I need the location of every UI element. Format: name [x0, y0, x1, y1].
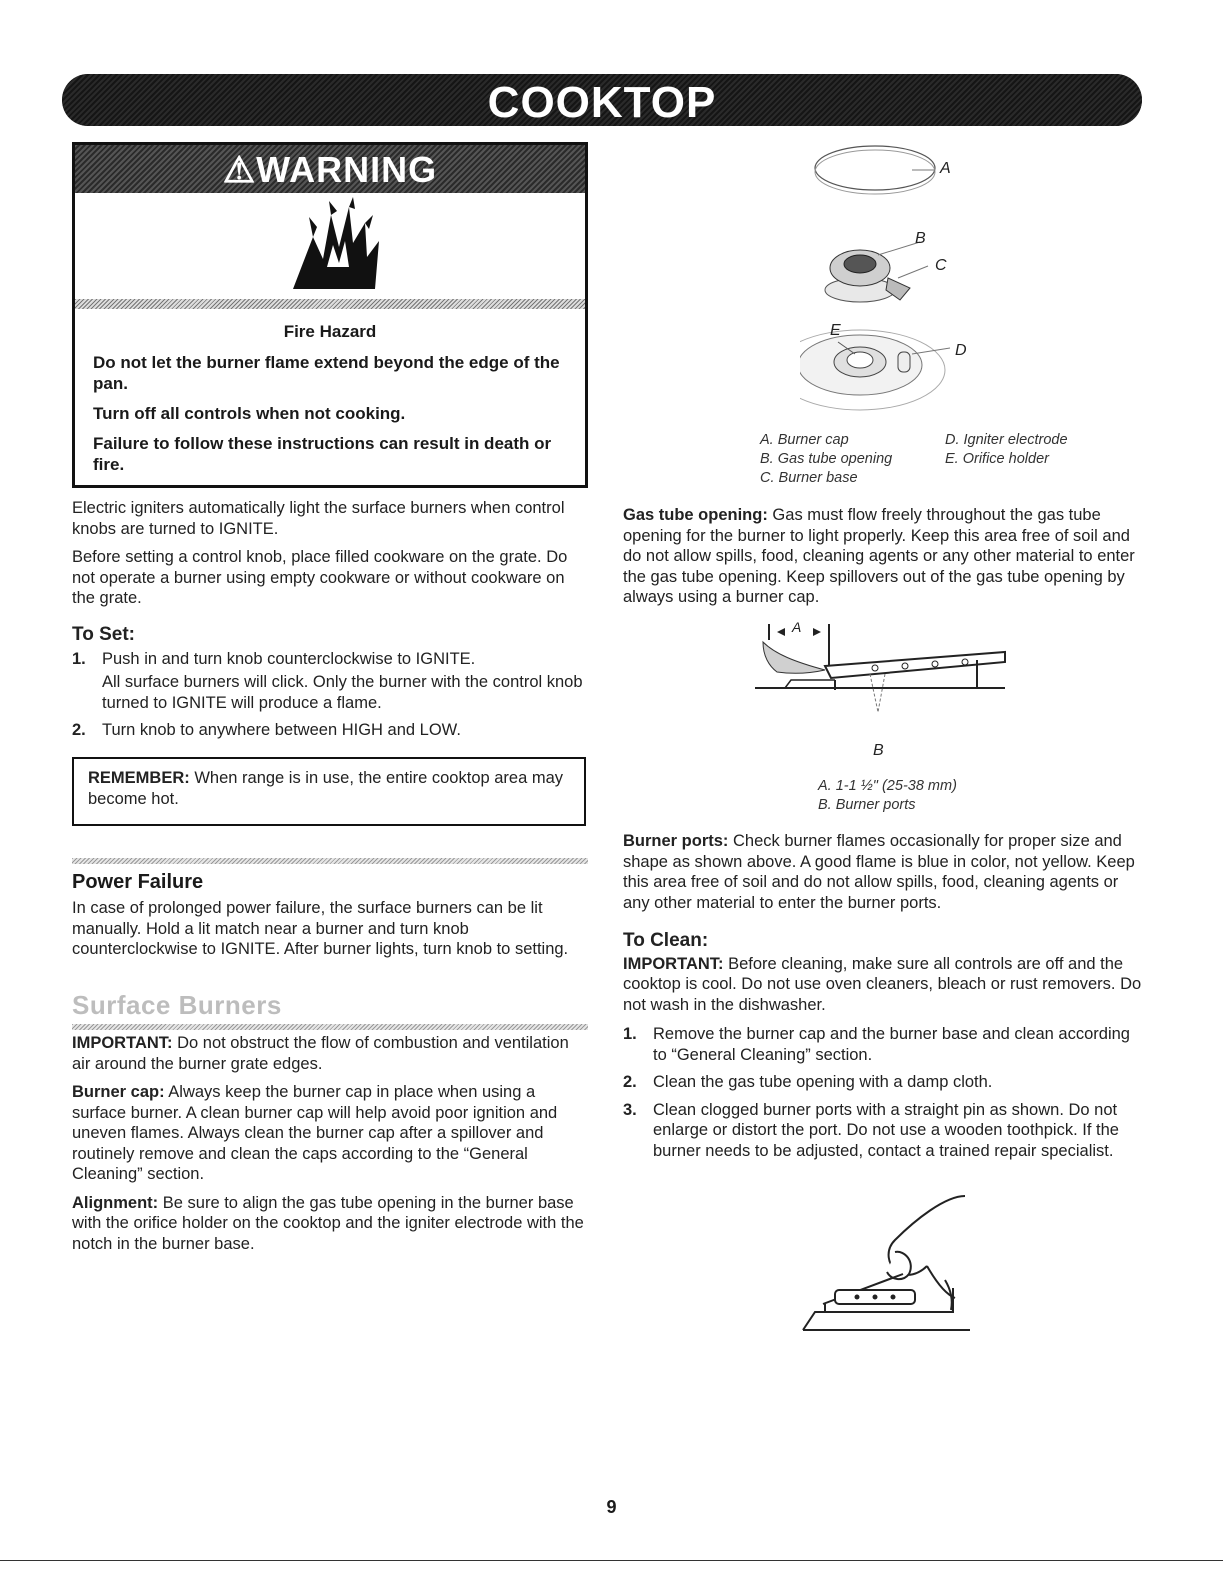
list-item: 2. Turn knob to anywhere between HIGH and LOW.	[72, 721, 461, 739]
surface-burners-section	[72, 990, 588, 1262]
figure-caption-left: A. Burner cap B. Gas tube opening C. Burner base	[760, 432, 893, 486]
gas-tube-text: Gas tube opening: Gas must flow freely throughout the gas tube opening for the burner to light properly. Keep this area free of soil and do not allow spills, food, cleaning agents or any other material to enter the gas tube opening. Keep spillovers out of the gas tube opening by always using a burner cap.	[623, 506, 1135, 606]
paragraph: IMPORTANT: Do not obstruct the flow of combustion and ventilation air around the burner grate edges.	[72, 1034, 569, 1073]
burner-assembly-diagram	[800, 140, 1000, 420]
intro-text	[72, 498, 588, 617]
figure-letter: A	[792, 619, 802, 635]
figure-letter: A	[940, 160, 951, 177]
list-item: 1. Remove the burner cap and the burner base and clean according to “General Cleaning” section.	[623, 1025, 1130, 1064]
figure-letter: E	[830, 322, 841, 339]
cleaning-pin-illustration	[795, 1190, 975, 1335]
warning-box	[72, 142, 588, 488]
warning-triangle-icon: ⚠	[222, 149, 257, 190]
list-item: 2. Clean the gas tube opening with a damp cloth.	[623, 1073, 993, 1091]
flame-height-diagram	[755, 618, 1015, 738]
remember-box	[72, 757, 586, 826]
warning-heading: ⚠WARNING	[222, 149, 438, 190]
to-clean-steps	[623, 1024, 1143, 1161]
warning-divider	[75, 299, 585, 309]
warning-paragraph: Turn off all controls when not cooking.	[93, 404, 406, 423]
to-set-steps	[72, 649, 588, 741]
intro-paragraph: Before setting a control knob, place filled cookware on the grate. Do not operate a burner using empty cookware or without cookware on the grate.	[72, 548, 568, 607]
power-failure-text: In case of prolonged power failure, the surface burners can be lit manually. Hold a lit match near a burner and turn knob counterclockwise to IGNITE. After burner lights, turn knob to setting.	[72, 899, 569, 958]
figure-letter: B	[873, 742, 884, 759]
list-item: 1. Push in and turn knob counterclockwise to IGNITE. All surface burners will click. Only the burner with the control knob turned to IGNITE will produce a flame.	[72, 649, 583, 712]
remember-text: When range is in use, the entire cooktop area may become hot.	[88, 769, 564, 808]
warning-paragraph: Do not let the burner flame extend beyond the edge of the pan.	[93, 353, 560, 393]
to-clean-section	[623, 931, 1143, 1168]
figure-letter: D	[955, 342, 967, 359]
section-divider	[72, 1024, 588, 1030]
surface-burners-heading: Surface Burners	[72, 990, 282, 1020]
section-title: COOKTOP	[487, 78, 717, 126]
page-number: 9	[606, 1497, 617, 1517]
fire-icon	[283, 197, 383, 293]
power-failure-section	[72, 858, 588, 960]
figure-letter: C	[935, 257, 947, 274]
warning-paragraph: Failure to follow these instructions can result in death or fire.	[93, 434, 552, 474]
list-item: 3. Clean clogged burner ports with a straight pin as shown. Do not enlarge or distort the port. Do not use a wooden toothpick. If the burner needs to be adjusted, contact a trained repair specialist.	[623, 1100, 1119, 1160]
important-paragraph: IMPORTANT: Before cleaning, make sure all controls are off and the cooktop is cool. Do not use oven cleaners, bleach or rust removers. Do not wash in the dishwasher.	[623, 954, 1142, 1014]
surface-burners-text	[72, 1033, 588, 1254]
figure-letter: B	[915, 230, 926, 247]
to-clean-heading: To Clean:	[623, 930, 709, 951]
flame-figure-caption: A. 1-1 ½" (25-38 mm) B. Burner ports	[818, 778, 957, 813]
bottom-rule	[0, 1560, 1223, 1561]
section-banner	[62, 74, 1142, 126]
paragraph: Burner cap: Always keep the burner cap in place when using a surface burner. A clean burner cap will help avoid poor ignition and uneven flames. Always clean the burner cap after a spillover and routinely remove and clean the caps according to the “General Cleaning” section.	[72, 1083, 558, 1183]
to-set-heading: To Set:	[72, 624, 135, 645]
burner-ports-text: Burner ports: Check burner flames occasionally for proper size and shape as shown above. A good flame is blue in color, not yellow. Keep this area free of soil and do not allow spills, food, cleaning agents or any other material to enter the burner ports.	[623, 832, 1135, 912]
paragraph: Alignment: Be sure to align the gas tube opening in the burner base with the orifice holder on the cooktop and the igniter electrode with the notch in the burner base.	[72, 1193, 584, 1253]
to-set-section	[72, 625, 588, 748]
intro-paragraph: Electric igniters automatically light the surface burners when control knobs are turned to IGNITE.	[72, 499, 565, 538]
figure-caption-right: D. Igniter electrode E. Orifice holder	[945, 432, 1068, 467]
warning-text	[93, 321, 567, 484]
power-failure-heading: Power Failure	[72, 871, 204, 893]
remember-label: REMEMBER:	[88, 769, 190, 787]
warning-header	[75, 145, 585, 193]
section-divider	[72, 858, 588, 864]
hazard-title: Fire Hazard	[283, 322, 377, 341]
